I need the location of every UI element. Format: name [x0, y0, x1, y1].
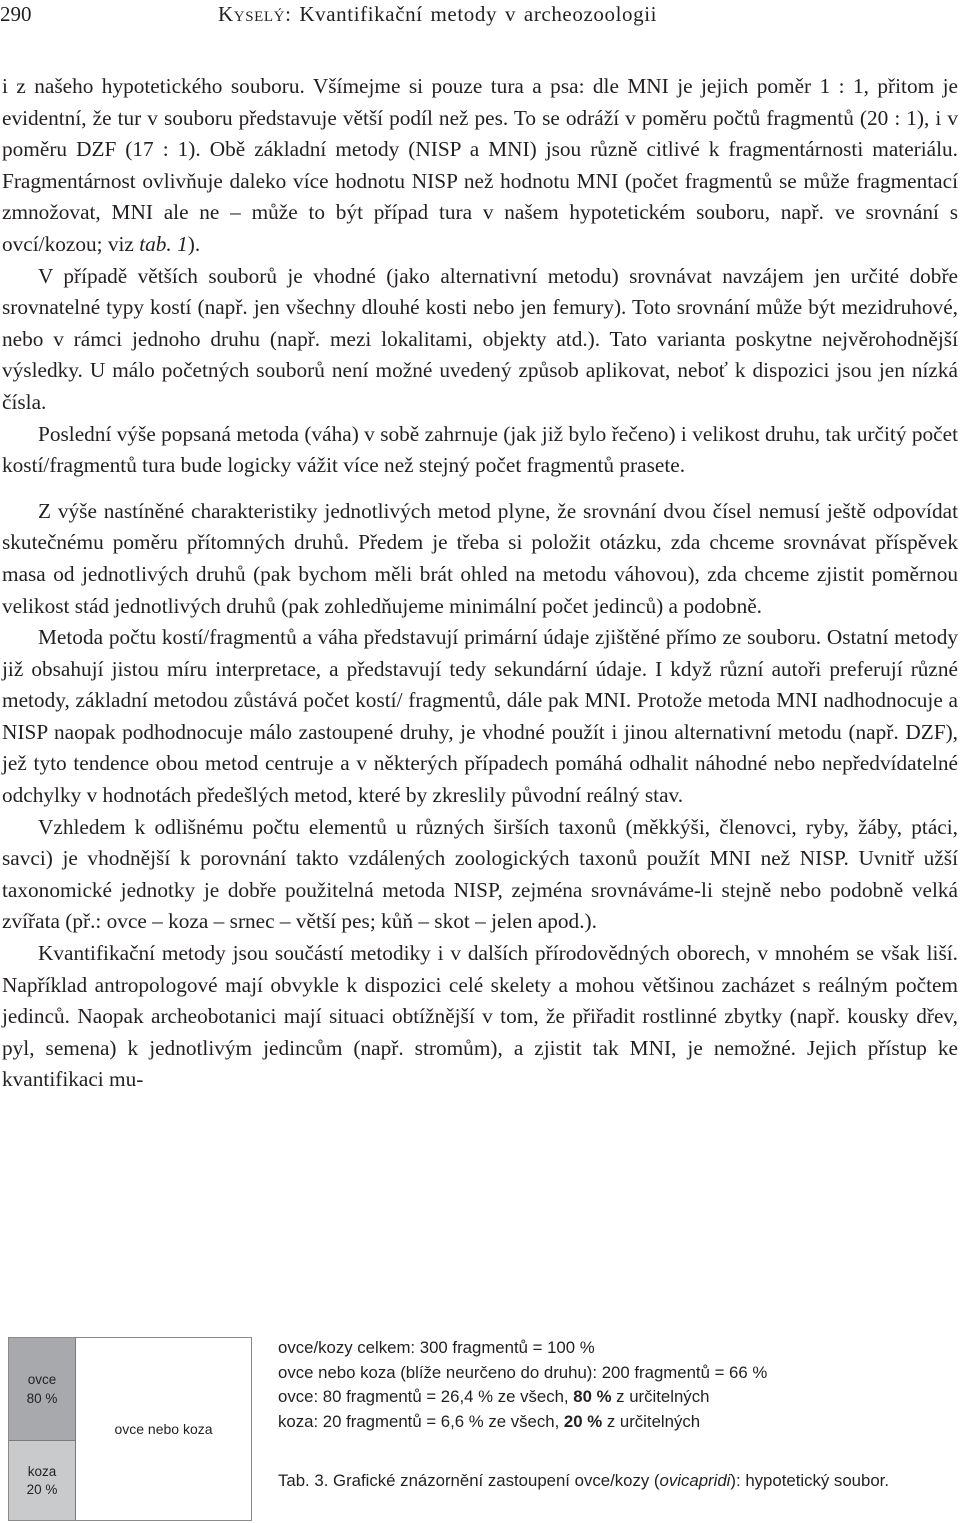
page-header: [0, 0, 960, 28]
undetermined-block: [76, 1338, 251, 1520]
running-head-author: Kyselý: [218, 2, 286, 26]
paragraph: Kvantifikační metody jsou součástí metodiky i v dalších přírodovědných oborech, v mnohém se však liší. Například antropologové mají obvykle k dispozici celé skelety a mohou většinou zacházet s reálným počtem jedinců. Naopak archeobotanici mají situaci obtížnější v tom, že přiřadit rostlinné zbytky (např. kousky dřev, pyl, semena) k jednotlivým jedincům (např. stromům), a zjistit tak MNI, je nemožné. Jejich přístup ke kvantifikaci mu-: [2, 941, 958, 1092]
legend-line: ovce/kozy celkem: 300 fragmentů = 100 %: [278, 1338, 595, 1357]
paragraph: Z výše nastíněné charakteristiky jednotlivých metod plyne, že srovnání dvou čísel nemusí ještě odpovídat skutečnému poměru přítomných druhů. Předem je třeba si položit otázku, zda chceme srovnávat příspěvek masa od jednotlivých druhů (pak bychom měli brát ohled na metodu váhovou), zda chceme zjistit poměrnou velikost stád jednotlivých druhů (pak zohledňujeme minimální počet jedinců) a podobně.: [2, 498, 958, 618]
figure-legend: [278, 1336, 958, 1434]
koza-label: koza: [27, 1463, 57, 1479]
koza-block: [9, 1441, 76, 1520]
figure-caption: Tab. 3. Grafické znázornění zastoupení ovce/kozy (ovicapridi): hypotetický soubor.: [278, 1471, 889, 1490]
running-head-title: : Kvantifikační metody v archeozoologii: [285, 2, 658, 26]
paragraph: V případě větších souborů je vhodné (jako alternativní metodu) srovnávat navzájem jen určité dobře srovnatelné typy kostí (např. jen všechny dlouhé kosti nebo jen femury). Toto srovnání může být mezidruhové, nebo v rámci jednoho druhu (např. mezi lokalitami, objekty atd.). Tato varianta poskytne nejvěrohodnější výsledky. U málo početných souborů není možné uvedený způsob aplikovat, neboť k dispozici jsou jen nízká čísla.: [2, 263, 958, 414]
koza-percent: 20 %: [26, 1481, 58, 1497]
legend-line: ovce: 80 fragmentů = 26,4 % ze všech, 80 % z určitelných: [278, 1387, 710, 1407]
ovce-block: [9, 1338, 76, 1441]
paragraph: Vzhledem k odlišnému počtu elementů u různých širších taxonů (měkkýši, členovci, ryby, žáby, ptáci, savci) je vhodnější k porovnání takto vzdálených zoologických taxonů použít MNI než NISP. Uvnitř užší taxonomické jednotky je dobře použitelná metoda NISP, zejména srovnáváme-li stejně nebo podobně velká zvířata (př.: ovce – koza – srnec – větší pes; kůň – skot – jelen apod.).: [2, 814, 958, 934]
running-head: [218, 0, 657, 28]
legend-line: ovce nebo koza (blíže neurčeno do druhu): 200 fragmentů = 66 %: [278, 1362, 768, 1382]
legend-line: koza: 20 fragmentů = 6,6 % ze všech, 20 % z určitelných: [278, 1411, 701, 1431]
paragraph: Metoda počtu kostí/fragmentů a váha představují primární údaje zjištěné přímo ze souboru. Ostatní metody již obsahují jistou míru interpretace, a představují tedy sekundární údaje. I když různí autoři preferují různé metody, základní metodou zůstává počet kostí/ fragmentů, dále pak MNI. Protože metoda MNI nadhodnocuje a NISP naopak podhodnocuje málo zastoupené druhy, je vhodné použít i jinou alternativní metodu (např. DZF), jež tyto tendence obou metod centruje a v některých případech pomáhá odhalit náhodné nebo nepředvídatelné odchylky v hodnotách předešlých metod, které by zkreslily původní reálný stav.: [2, 625, 958, 808]
paragraph: i z našeho hypotetického souboru. Všímejme si pouze tura a psa: dle MNI je jejich poměr 1 : 1, přitom je evidentní, že tur v souboru představuje větší podíl než pes. To se odráží v poměru počtů fragmentů (20 : 1), i v poměru DZF (17 : 1). Obě základní metody (NISP a MNI) jsou různě citlivé k fragmentárnosti materiálu. Fragmentárnost ovlivňuje daleko více hodnotu NISP než hodnotu MNI (počet fragmentů se může fragmentací zmnožovat, MNI ale ne – může to být případ tura v našem hypotetickém souboru, např. ve srovnání s ovcí/kozou; viz tab. 1).: [2, 74, 958, 256]
undetermined-label: ovce nebo koza: [114, 1421, 213, 1437]
table-reference: tab. 1: [139, 231, 188, 256]
article-body: [2, 71, 958, 1096]
ovce-label: ovce: [27, 1372, 57, 1387]
ovce-percent: 80 %: [26, 1391, 58, 1406]
proportion-diagram: [8, 1337, 252, 1521]
figure-table-3: [0, 1336, 960, 1523]
caption-italic-term: ovicapridi: [659, 1471, 731, 1490]
paragraph: Poslední výše popsaná metoda (váha) v sobě zahrnuje (jak již bylo řečeno) i velikost druhu, tak určitý počet kostí/fragmentů tura bude logicky vážit více než stejný počet fragmentů prasete.: [2, 421, 958, 478]
page-number: 290: [0, 2, 32, 26]
